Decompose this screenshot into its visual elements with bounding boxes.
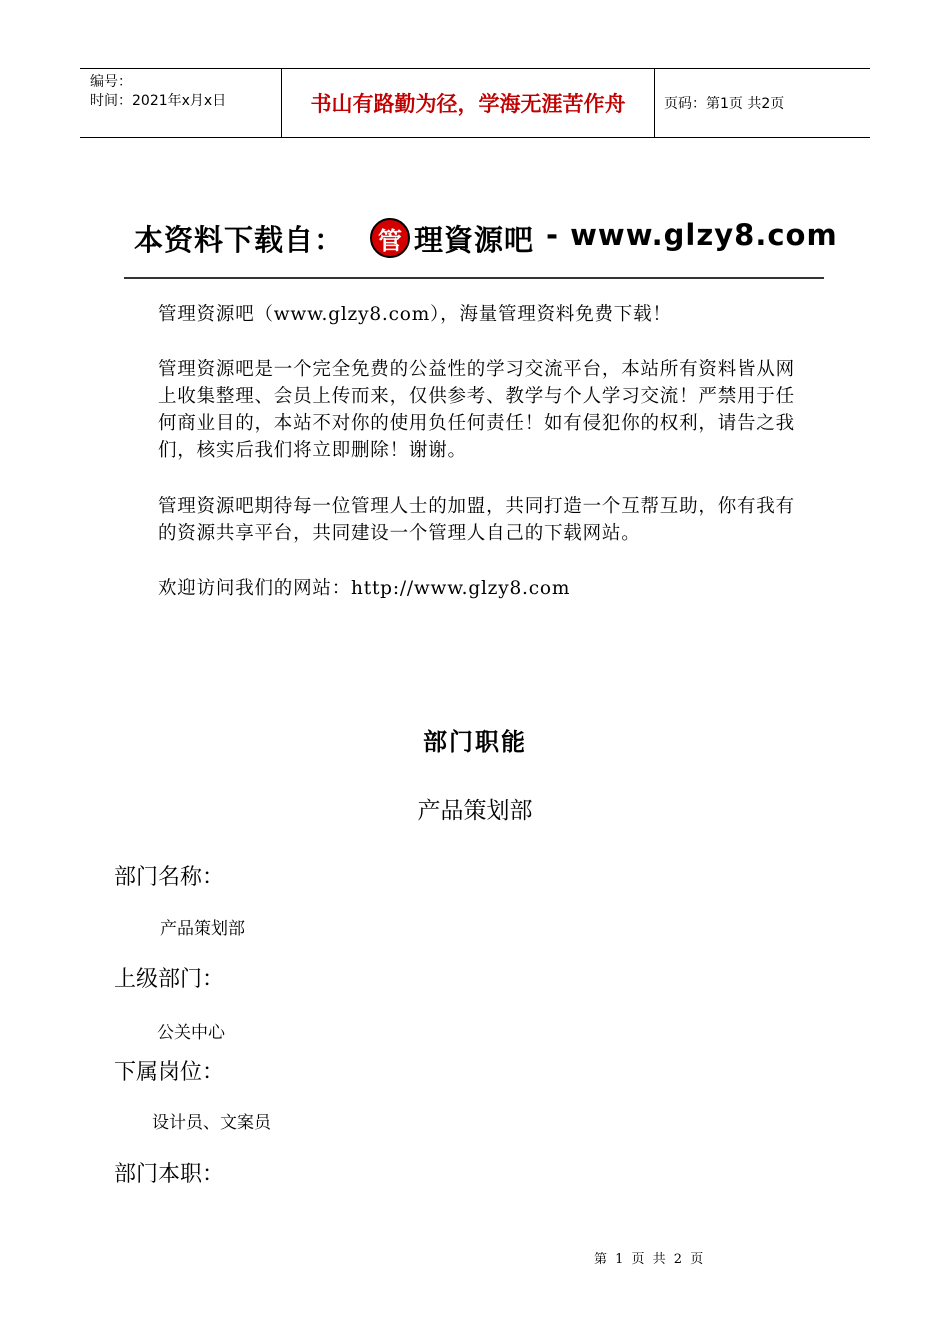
header-meta (90, 73, 226, 111)
download-banner (134, 214, 838, 262)
banner-url: - www.glzy8.com (546, 218, 838, 252)
section-heading-duties: 部门本职： (114, 1162, 225, 1187)
banner-prefix: 本资料下载自： (134, 223, 345, 257)
logo-char: 管 (378, 226, 402, 255)
document-subtitle: 产品策划部 (417, 798, 533, 824)
intro-paragraph-2: 管理资源吧是一个完全免费的公益性的学习交流平台，本站所有资料皆从网上收集整理、会员上传而来，仅供参考、教学与个人学习交流！严禁用于任何商业目的，本站不对你的使用负任何责任！如有侵犯你的权利，请告之我们，核实后我们将立即删除！谢谢。 (158, 359, 795, 461)
document-title: 部门职能 (423, 728, 527, 756)
number-label: 编号： (90, 74, 132, 90)
header-motto: 书山有路勤为径，学海无涯苦作舟 (281, 69, 655, 137)
site-logo-icon (370, 218, 410, 258)
section-heading-dept-name: 部门名称： (114, 865, 225, 890)
header-page-label: 页码：第1页 共2页 (664, 96, 785, 112)
section-value-parent-dept: 公关中心 (157, 1023, 225, 1043)
section-value-positions: 设计员、文案员 (152, 1113, 271, 1133)
banner-divider (124, 277, 824, 279)
banner-site-name: 理資源吧 (414, 223, 535, 257)
page-footer: 第 1 页 共 2 页 (594, 1252, 706, 1267)
date-line: 时间：2021年x月x日 (90, 93, 227, 109)
intro-paragraph-1: 管理资源吧（www.glzy8.com），海量管理资料免费下载！ (158, 304, 672, 325)
intro-paragraph-4: 欢迎访问我们的网站：http://www.glzy8.com (158, 578, 571, 599)
section-heading-parent-dept: 上级部门： (114, 967, 225, 992)
section-value-dept-name: 产品策划部 (160, 919, 245, 939)
section-heading-positions: 下属岗位： (114, 1060, 225, 1085)
page-header (80, 68, 870, 138)
intro-paragraph-3: 管理资源吧期待每一位管理人士的加盟，共同打造一个互帮互助，你有我有的资源共享平台，共同建设一个管理人自己的下载网站。 (158, 496, 795, 544)
